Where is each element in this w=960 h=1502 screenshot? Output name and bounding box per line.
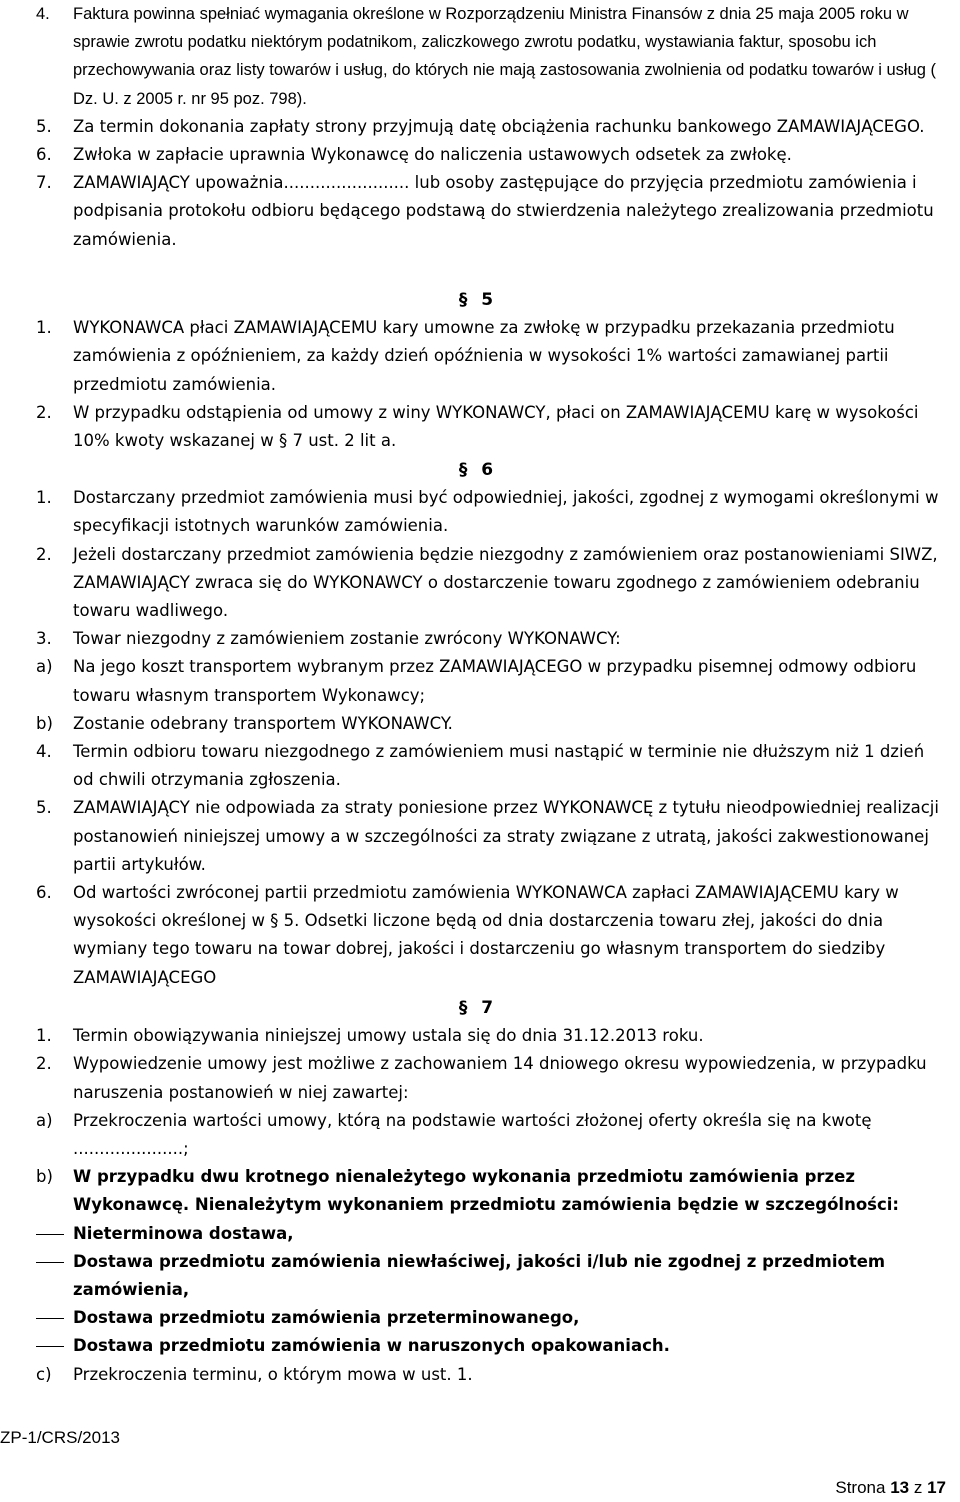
paragraph-text: Towar niezgodny z zamówieniem zostanie zwrócony WYKONAWCY: <box>73 629 621 649</box>
paragraph-text: Przekroczenia terminu, o którym mowa w ust. 1. <box>73 1364 473 1384</box>
paragraph-text: Dostarczany przedmiot zamówienia musi być odpowiedniej, jakości, zgodnej z wymogami określonymi w specyfikacji istotnych warunków zamówienia. <box>73 488 939 536</box>
section-symbol: § <box>458 290 468 310</box>
dash-item <box>0 1332 960 1360</box>
section-number: 5 <box>481 290 494 310</box>
dash-item-text: Dostawa przedmiotu zamówienia w naruszonych opakowaniach. <box>73 1336 670 1356</box>
dash-bullet <box>36 1262 64 1263</box>
paragraph-text: Termin obowiązywania niniejszej umowy ustala się do dnia 31.12.2013 roku. <box>73 1026 704 1046</box>
paragraph-number: 5. <box>36 798 52 818</box>
paragraph-number: 5. <box>36 116 52 136</box>
dash-item-text: Nieterminowa dostawa, <box>73 1223 294 1243</box>
section-number: 6 <box>481 460 494 480</box>
section-number: 7 <box>481 998 494 1018</box>
paragraph-number: c) <box>36 1364 52 1384</box>
paragraph-4-4 <box>0 0 960 113</box>
page-number <box>835 1474 946 1502</box>
paragraph-number: 3. <box>36 629 52 649</box>
section-5 <box>0 284 960 455</box>
dash-bullet <box>36 1318 64 1319</box>
paragraph-number: 1. <box>36 318 52 338</box>
paragraph-number: 2. <box>36 1054 52 1074</box>
dash-item <box>0 1248 960 1304</box>
paragraph-4-5 <box>0 113 960 141</box>
paragraph-text: Od wartości zwróconej partii przedmiotu zamówienia WYKONAWCA zapłaci ZAMAWIAJĄCEMU kary w wysokości określonej w § 5. Odsetki liczone będą od dnia dostarczenia towaru złej, jakości do dnia wymiany tego towaru na towar dobrej, jakości i dostarczeniu go własnym transportem do siedziby ZAMAWIAJĄCEGO <box>73 883 899 987</box>
document-code: ZP-1/CRS/2013 <box>0 1428 120 1447</box>
section-4-continuation <box>0 0 960 254</box>
paragraph-7-2a <box>0 1107 960 1163</box>
paragraph-number: b) <box>36 713 53 733</box>
paragraph-6-3a <box>0 653 960 709</box>
paragraph-7-2 <box>0 1050 960 1106</box>
paragraph-text: Przekroczenia wartości umowy, którą na podstawie wartości złożonej oferty określa się na kwotę .....................; <box>73 1110 872 1158</box>
paragraph-6-3b <box>0 710 960 738</box>
paragraph-7-2c <box>0 1361 960 1389</box>
paragraph-number: 4. <box>36 5 50 23</box>
paragraph-number: 6. <box>36 145 52 165</box>
paragraph-number: 1. <box>36 1026 52 1046</box>
paragraph-6-3 <box>0 625 960 653</box>
paragraph-6-4 <box>0 738 960 794</box>
paragraph-5-2 <box>0 399 960 455</box>
paragraph-6-1 <box>0 484 960 540</box>
section-symbol: § <box>458 998 468 1018</box>
paragraph-7-2b <box>0 1163 960 1219</box>
paragraph-5-1 <box>0 314 960 399</box>
paragraph-number: 7. <box>36 173 52 193</box>
paragraph-text: ZAMAWIAJĄCY upoważnia........................ lub osoby zastępujące do przyjęcia przedmiotu zamówienia i podpisania protokołu odbioru będącego podstawą do stwierdzenia należytego zrealizowania przedmiotu zamówienia. <box>73 173 934 249</box>
paragraph-number: a) <box>36 1110 53 1130</box>
paragraph-text: Jeżeli dostarczany przedmiot zamówienia będzie niezgodny z zamówieniem oraz postanowieniami SIWZ, ZAMAWIAJĄCY zwraca się do WYKONAWCY o dostarczenie towaru zgodnego z zamówieniem odebraniu towaru wadliwego. <box>73 544 938 620</box>
section-6 <box>0 454 960 992</box>
dash-item <box>0 1304 960 1332</box>
paragraph-text: W przypadku dwu krotnego nienależytego wykonania przedmiotu zamówienia przez Wykonawcę. Nienależytym wykonaniem przedmiotu zamówienia będzie w szczególności: <box>73 1167 900 1215</box>
paragraph-text: Zostanie odebrany transportem WYKONAWCY. <box>73 713 453 733</box>
paragraph-text: W przypadku odstąpienia od umowy z winy WYKONAWCY, płaci on ZAMAWIAJĄCEMU karę w wysokości 10% kwoty wskazanej w § 7 ust. 2 lit a. <box>73 402 919 450</box>
paragraph-6-5 <box>0 794 960 879</box>
page-current: 13 <box>890 1478 910 1497</box>
dash-item-text: Dostawa przedmiotu zamówienia przeterminowanego, <box>73 1308 580 1328</box>
page-of: z <box>913 1478 923 1497</box>
paragraph-text: Za termin dokonania zapłaty strony przyjmują datę obciążenia rachunku bankowego ZAMAWIAJĄCEGO. <box>73 116 925 136</box>
paragraph-number: 2. <box>36 402 52 422</box>
section-7 <box>0 992 960 1389</box>
paragraph-text: Zwłoka w zapłacie uprawnia Wykonawcę do naliczenia ustawowych odsetek za zwłokę. <box>73 145 792 165</box>
paragraph-number: b) <box>36 1167 53 1187</box>
paragraph-6-6 <box>0 879 960 992</box>
paragraph-text: WYKONAWCA płaci ZAMAWIAJĄCEMU kary umowne za zwłokę w przypadku przekazania przedmiotu zamówienia z opóźnieniem, za każdy dzień opóźnienia w wysokości 1% wartości zamawianej partii przedmiotu zamówienia. <box>73 318 895 394</box>
paragraph-text: Na jego koszt transportem wybranym przez ZAMAWIAJĄCEGO w przypadku pisemnej odmowy odbioru towaru własnym transportem Wykonawcy; <box>73 657 917 705</box>
page-label: Strona <box>835 1478 886 1497</box>
paragraph-4-7 <box>0 169 960 254</box>
paragraph-text: Wypowiedzenie umowy jest możliwe z zachowaniem 14 dniowego okresu wypowiedzenia, w przypadku naruszenia postanowień w niej zawartej: <box>73 1054 927 1102</box>
paragraph-4-6 <box>0 141 960 169</box>
paragraph-number: 6. <box>36 883 52 903</box>
dash-item-text: Dostawa przedmiotu zamówienia niewłaściwej, jakości i/lub nie zgodnej z przedmiotem zamówienia, <box>73 1251 886 1300</box>
paragraph-number: 2. <box>36 544 52 564</box>
section-heading <box>0 286 960 314</box>
dash-bullet <box>36 1346 64 1347</box>
paragraph-6-2 <box>0 541 960 626</box>
paragraph-text: Termin odbioru towaru niezgodnego z zamówieniem musi nastąpić w terminie nie dłuższym niż 1 dzień od chwili otrzymania zgłoszenia. <box>73 742 925 790</box>
paragraph-number: 1. <box>36 488 52 508</box>
paragraph-text: ZAMAWIAJĄCY nie odpowiada za straty poniesione przez WYKONAWCĘ z tytułu nieodpowiedniej realizacji postanowień niniejszej umowy a w szczególności za straty związane z utratą, jakości zakwestionowanej partii artykułów. <box>73 798 939 874</box>
dash-item <box>0 1220 960 1248</box>
paragraph-text: Faktura powinna spełniać wymagania określone w Rozporządzeniu Ministra Finansów z dnia 25 maja 2005 roku w sprawie zwrotu podatku niektórym podatnikom, zaliczkowego zwrotu podatku, wystawiania faktur, sposobu ich przechowywania oraz listy towarów i usług, do których nie mają zastosowania zwolnienia od podatku towarów i usług ( Dz. U. z 2005 r. nr 95 poz. 798). <box>73 5 937 108</box>
paragraph-7-1 <box>0 1022 960 1050</box>
dash-bullet <box>36 1234 64 1235</box>
section-heading <box>0 456 960 484</box>
paragraph-number: a) <box>36 657 53 677</box>
section-symbol: § <box>458 460 468 480</box>
section-heading <box>0 994 960 1022</box>
page-total: 17 <box>927 1478 946 1497</box>
paragraph-number: 4. <box>36 742 52 762</box>
